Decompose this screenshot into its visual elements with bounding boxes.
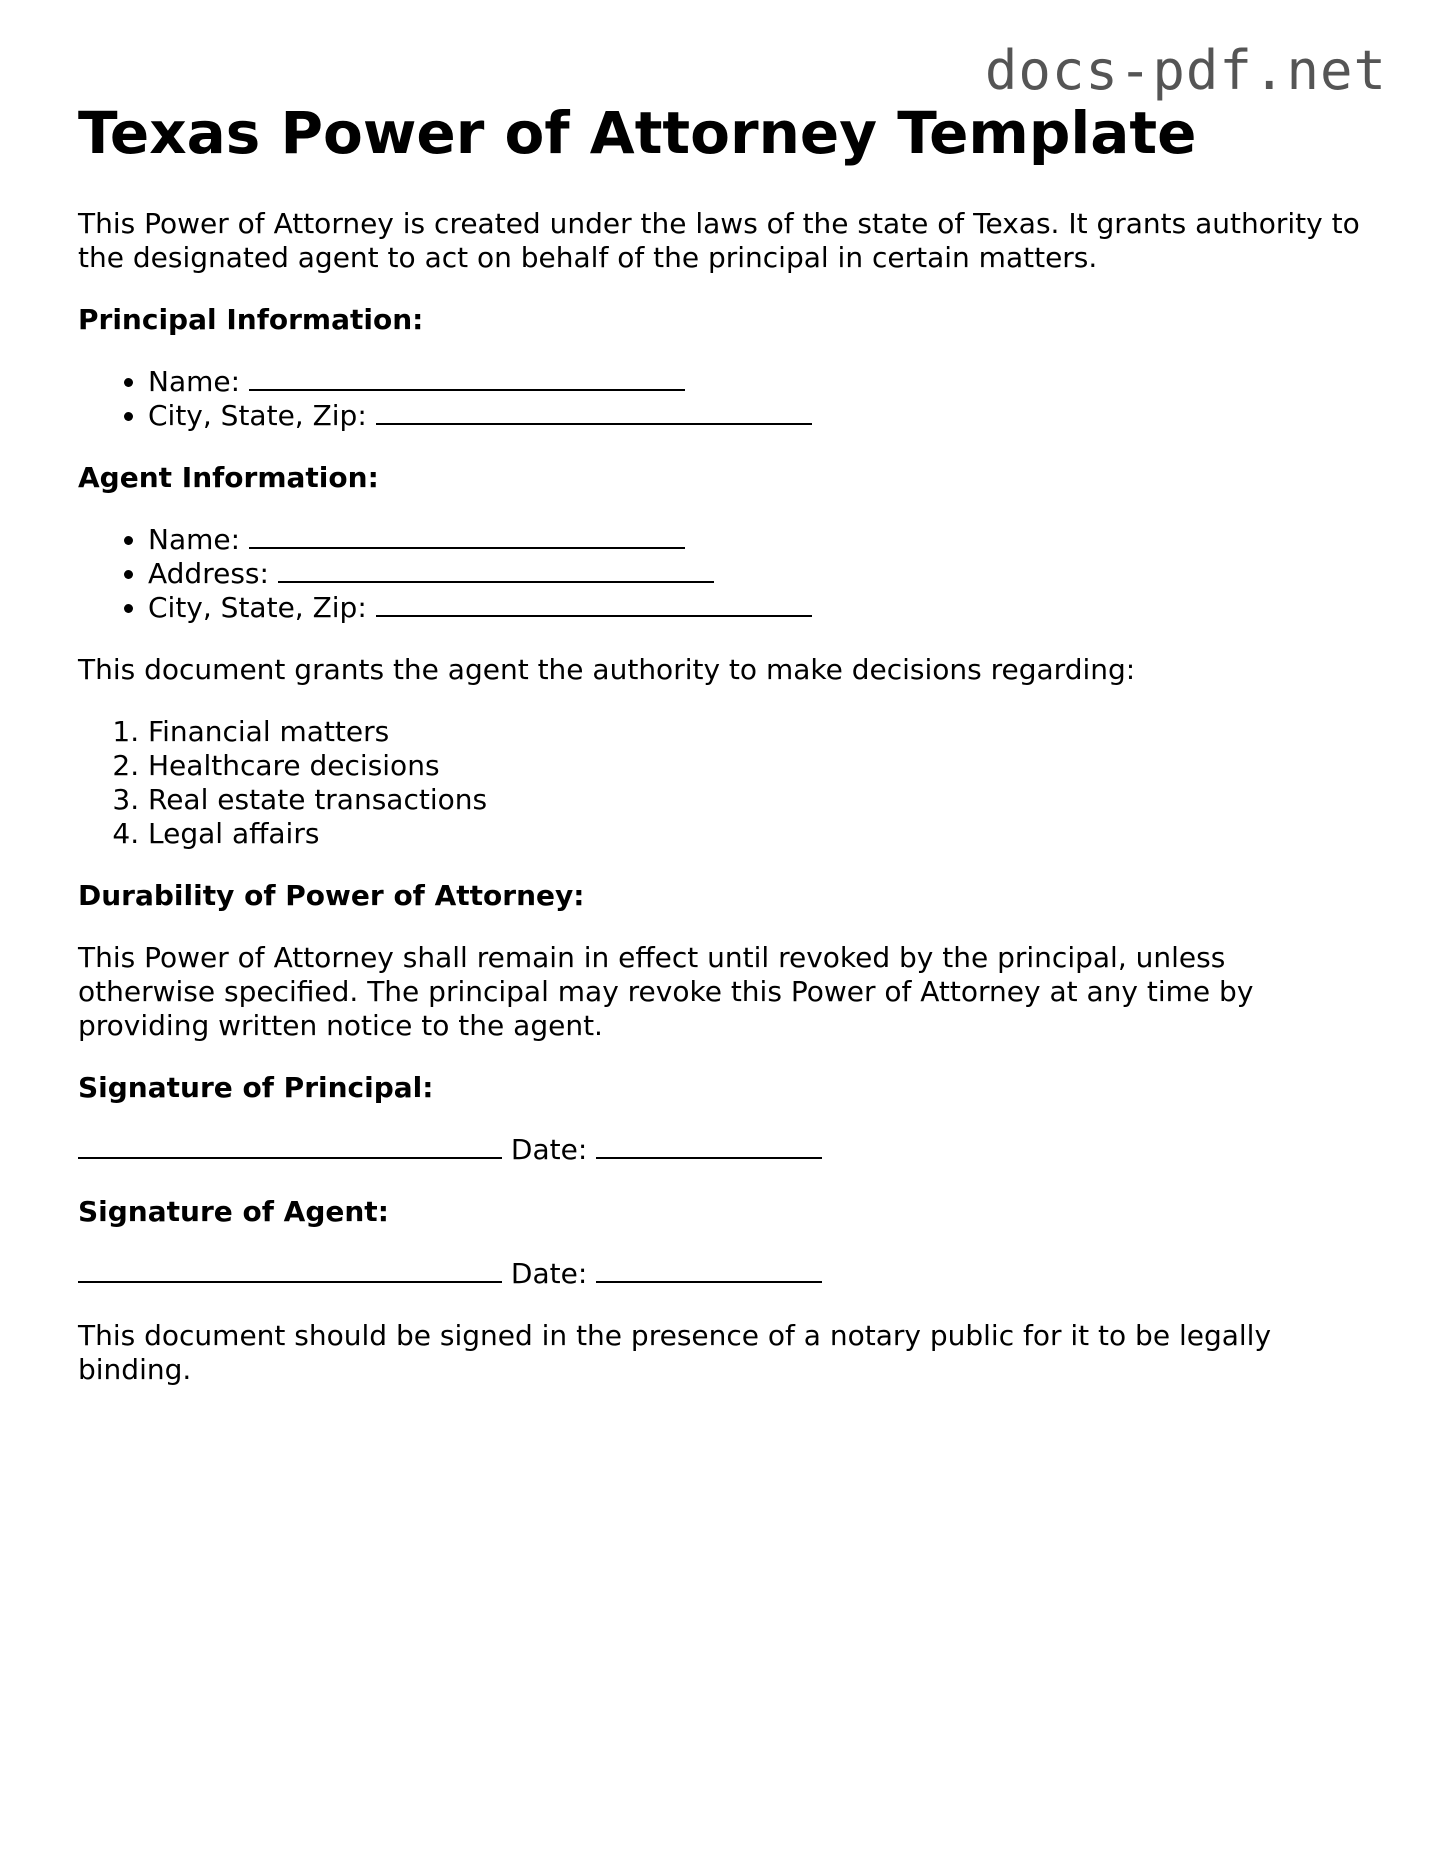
agent-signature-line (78, 1257, 1368, 1291)
page-title: Texas Power of Attorney Template (78, 99, 1197, 167)
principal-signature-heading: Signature of Principal: (78, 1070, 434, 1104)
principal-city-field (148, 399, 1368, 433)
blank-line[interactable] (376, 399, 812, 425)
footer-note: This document should be signed in the presence of a notary public for it to be legally binding. (78, 1318, 1272, 1386)
list-item: 3. Real estate transactions (148, 783, 1368, 817)
date-blank[interactable] (596, 1133, 822, 1159)
watermark: docs-pdf.net (984, 39, 1387, 102)
field-label: Address: (148, 556, 269, 590)
principal-heading: Principal Information: (78, 302, 424, 336)
blank-line[interactable] (376, 591, 812, 617)
field-label: Name: (148, 522, 241, 556)
agent-address-field (148, 557, 1368, 591)
blank-line[interactable] (249, 365, 685, 391)
list-item: 4. Legal affairs (148, 817, 1368, 851)
blank-line[interactable] (278, 557, 714, 583)
signature-blank[interactable] (78, 1257, 502, 1283)
durability-paragraph: This Power of Attorney shall remain in effect until revoked by the principal, unless otherwise specified. The principal may revoke this Power of Attorney at any time by providing written notice to the agent. (78, 940, 1254, 1042)
intro-paragraph: This Power of Attorney is created under the laws of the state of Texas. It grants authority to the designated agent to act on behalf of the principal in certain matters. (78, 206, 1360, 274)
authority-intro: This document grants the agent the authority to make decisions regarding: (78, 652, 1136, 686)
agent-name-field (148, 523, 1368, 557)
signature-blank[interactable] (78, 1133, 502, 1159)
field-label: City, State, Zip: (148, 590, 367, 624)
field-label: City, State, Zip: (148, 398, 367, 432)
authority-list (78, 715, 1368, 851)
principal-name-field (148, 365, 1368, 399)
date-label: Date: (510, 1256, 588, 1290)
date-label: Date: (510, 1132, 588, 1166)
agent-city-field (148, 591, 1368, 625)
field-label: Name: (148, 364, 241, 398)
agent-heading: Agent Information: (78, 460, 379, 494)
list-item: 1. Financial matters (148, 715, 1368, 749)
document-page (78, 100, 1368, 1387)
principal-signature-line (78, 1133, 1368, 1167)
date-blank[interactable] (596, 1257, 822, 1283)
principal-field-list (78, 365, 1368, 433)
durability-heading: Durability of Power of Attorney: (78, 878, 585, 912)
agent-signature-heading: Signature of Agent: (78, 1194, 389, 1228)
blank-line[interactable] (249, 523, 685, 549)
list-item: 2. Healthcare decisions (148, 749, 1368, 783)
agent-field-list (78, 523, 1368, 625)
